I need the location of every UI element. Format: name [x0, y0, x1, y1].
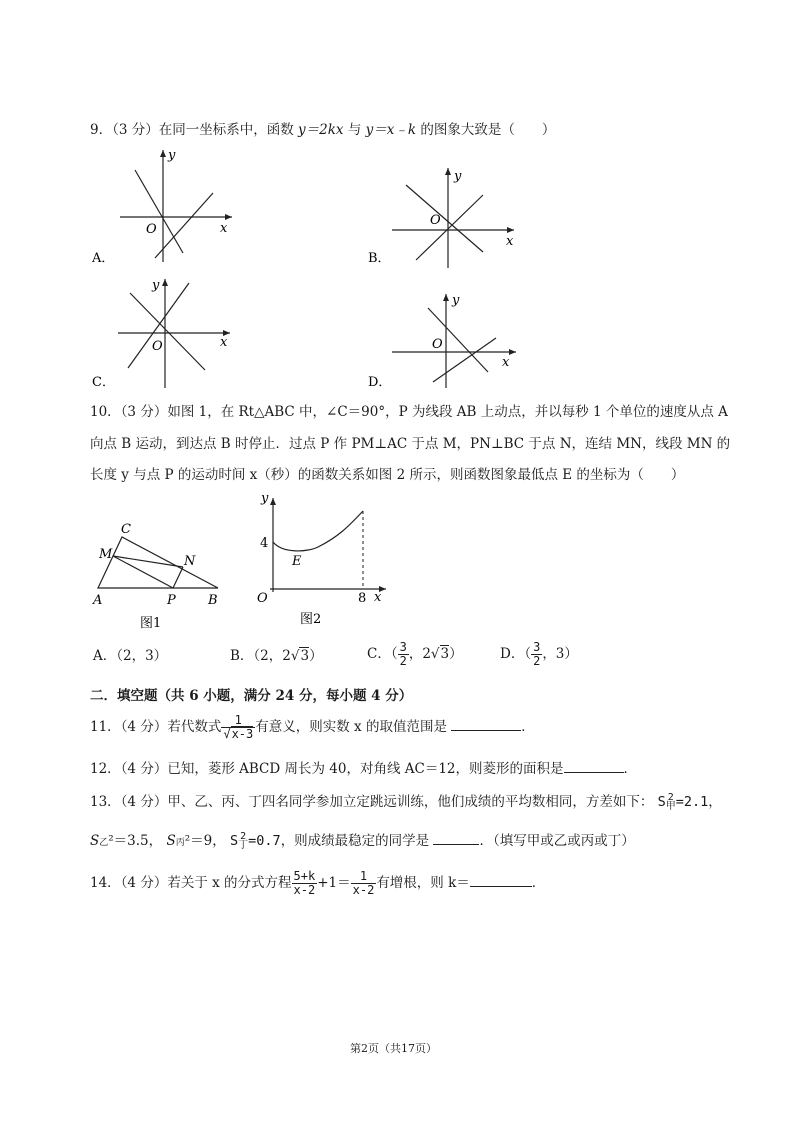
- point-p-label: P: [167, 593, 176, 608]
- line-1: [135, 170, 183, 253]
- line-1: [130, 293, 205, 370]
- q13-answer-blank[interactable]: [433, 830, 479, 845]
- line-2: [155, 193, 213, 258]
- y-label: y: [152, 278, 160, 293]
- line-2: [416, 195, 483, 260]
- q11: 11．（4 分）若代数式 $\frac{1}{√x-3}$ 有意义，则实数 x 的取值范围是 ．: [90, 713, 535, 741]
- function-curve: [273, 511, 363, 551]
- y-axis-arrow: [162, 279, 168, 286]
- q9-option-d-graph: [366, 288, 526, 393]
- x-axis-arrow: [507, 227, 514, 233]
- x-label: x: [506, 234, 514, 249]
- section-2-title: 二．填空题（共 6 小题，满分 24 分，每小题 4 分）: [90, 688, 413, 704]
- q13-line-2: S乙²＝3.5， S丙²＝9， S 2 丁 =0.7，则成绩最稳定的同学是 ．（填写甲或乙或丙或丁）: [90, 831, 635, 851]
- y-axis-arrow: [443, 294, 449, 301]
- origin-label: O: [430, 213, 441, 228]
- q10-figure-2: [248, 492, 398, 632]
- option-label: A．: [92, 251, 115, 265]
- y-axis-arrow: [445, 168, 451, 175]
- point-b-label: B: [208, 593, 218, 608]
- q10-option-c: C．（ $\frac{3}{2}$ ，2√3）: [367, 640, 463, 668]
- y-label: y: [168, 148, 176, 163]
- q10-option-a: A．（2，3）: [93, 648, 168, 664]
- origin-label: O: [257, 591, 268, 606]
- q14-answer-blank[interactable]: [470, 872, 532, 887]
- q9-option-a-graph: [90, 140, 250, 265]
- line-1: [406, 185, 483, 252]
- option-label: C．: [92, 375, 115, 390]
- q9-option-c-graph: [90, 273, 250, 393]
- point-a-label: A: [93, 593, 103, 608]
- y-label: y: [261, 492, 269, 506]
- x-axis-arrow: [225, 214, 232, 220]
- q11-answer-blank[interactable]: [451, 716, 521, 731]
- q12-answer-blank[interactable]: [564, 758, 624, 773]
- x-label: x: [374, 590, 382, 605]
- point-m-label: M: [99, 547, 113, 562]
- line-2: [128, 283, 189, 368]
- y-label: y: [454, 169, 462, 184]
- origin-label: O: [146, 222, 157, 237]
- variance-jia: S 2 甲 =2.1，: [657, 792, 722, 812]
- origin-label: O: [432, 337, 443, 352]
- point-c-label: C: [121, 522, 131, 537]
- x-label: x: [502, 355, 510, 370]
- y-axis-arrow: [160, 150, 166, 157]
- x-axis-arrow: [509, 349, 516, 355]
- q10-line-2: 向点 B 运动，到达点 B 时停止．过点 P 作 PM⊥AC 于点 M，PN⊥BC 于点 N，连结 MN，线段 MN 的: [90, 436, 731, 452]
- segment-pn: [173, 567, 183, 588]
- q9-stem: 9．（3 分）在同一坐标系中，函数 y＝2kx 与 y＝x﹣k 的图象大致是（ ）: [90, 122, 556, 138]
- q10-line-3: 长度 y 与点 P 的运动时间 x（秒）的函数关系如图 2 所示，则函数图象最低点 E 的坐标为（ ）: [90, 467, 685, 483]
- q10-option-b: B．（2，2√3）: [230, 648, 323, 664]
- figure-1-caption: 图1: [140, 616, 162, 631]
- origin-label: O: [152, 339, 163, 354]
- figure-2-caption: 图2: [300, 612, 322, 627]
- option-label: B．: [368, 251, 391, 266]
- y-tick-4: 4: [260, 536, 269, 551]
- q12: 12．（4 分）已知，菱形 ABCD 周长为 40，对角线 AC＝12，则菱形的面积是 ．: [90, 758, 637, 779]
- q10-option-d: D．（ $\frac{3}{2}$ ，3）: [500, 640, 578, 668]
- q9-option-b-graph: [366, 160, 526, 270]
- y-axis-arrow: [270, 498, 276, 505]
- x-label: x: [220, 335, 228, 350]
- q14: 14．（4 分）若关于 x 的分式方程 $\frac{5+k}{x-2}$ +1＝ $\frac{1}{x-2}$ 有增根，则 k＝ ．: [90, 869, 546, 897]
- point-n-label: N: [184, 554, 196, 569]
- variance-ding: S 2 丁 =0.7: [230, 831, 281, 851]
- q10-figure-1: [88, 518, 228, 633]
- y-label: y: [452, 293, 460, 308]
- x-tick-8: 8: [358, 591, 367, 606]
- option-label: D．: [368, 375, 392, 390]
- q13-line-1: 13．（4 分）甲、乙、丙、丁四名同学参加立定跳远训练，他们成绩的平均数相同，方差如下： S 2 甲 =2.1，: [90, 792, 722, 812]
- point-e-label: E: [292, 554, 302, 569]
- q10-line-1: 10．（3 分）如图 1，在 Rt△ABC 中，∠C＝90°，P 为线段 AB 上动点，并以每秒 1 个单位的速度从点 A: [90, 404, 728, 420]
- x-label: x: [220, 221, 228, 236]
- page-footer: 第2页（共17页）: [350, 1042, 437, 1055]
